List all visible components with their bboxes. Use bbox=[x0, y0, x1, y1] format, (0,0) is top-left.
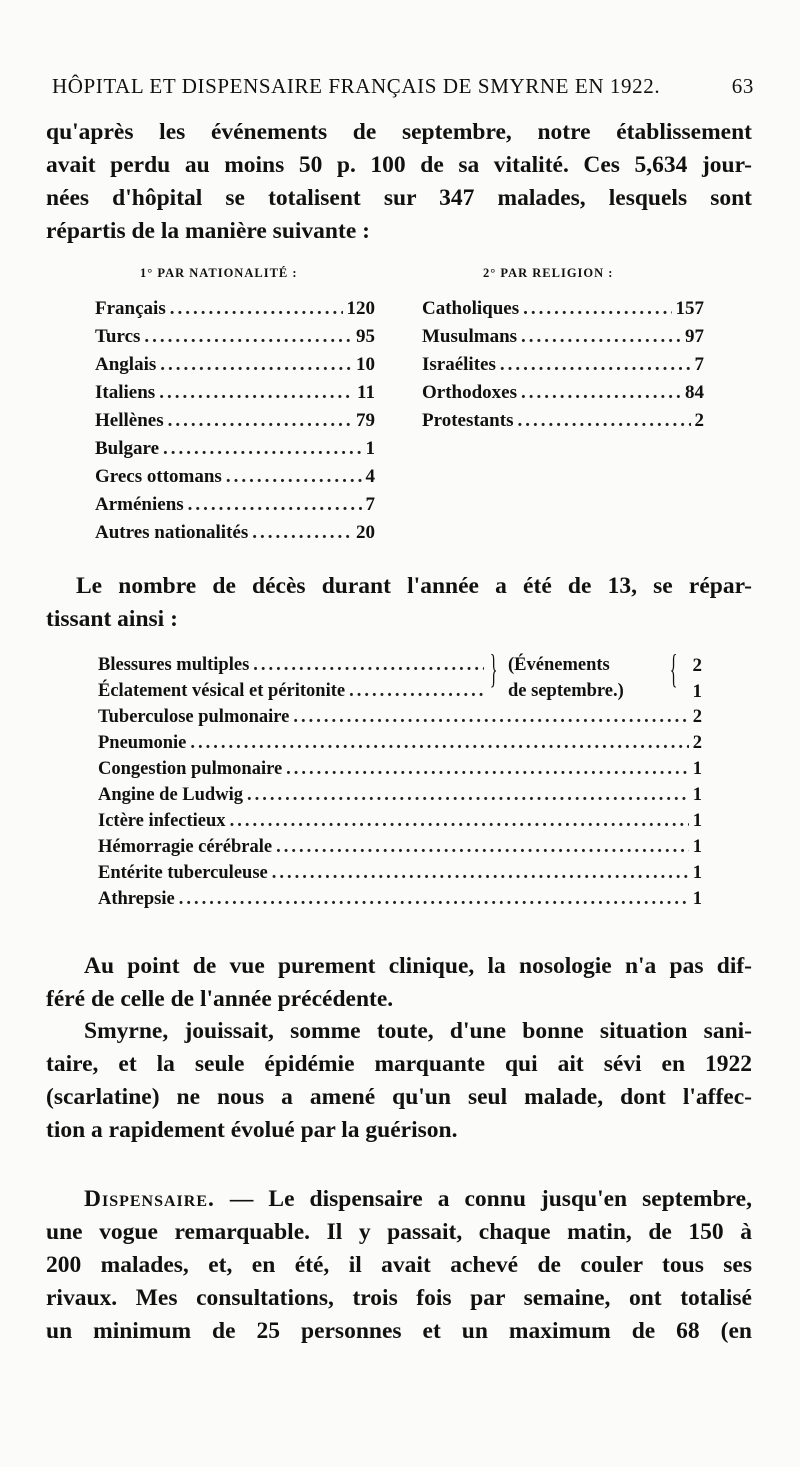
text-line: 200 malades, et, en été, il avait achevé de couler tous ses bbox=[46, 1252, 752, 1278]
nationality-heading: 1° PAR NATIONALITÉ : bbox=[140, 266, 298, 280]
bracket-note-line: (Événements bbox=[508, 655, 610, 675]
page-number: 63 bbox=[731, 74, 754, 98]
row-label: Grecs ottomans bbox=[95, 466, 222, 487]
row-value: 97 bbox=[685, 326, 704, 347]
row-value: 10 bbox=[356, 354, 375, 375]
row-label: Pneumonie bbox=[98, 733, 187, 753]
row-value: 4 bbox=[365, 466, 375, 487]
row-value: 79 bbox=[356, 410, 375, 431]
row-label: Blessures multiples bbox=[98, 655, 250, 675]
row-value: 1 bbox=[692, 785, 702, 805]
right-brace: { bbox=[669, 646, 678, 691]
row-label: Éclatement vésical et péritonite bbox=[98, 681, 346, 701]
table-row bbox=[422, 354, 704, 376]
row-label: Anglais bbox=[95, 354, 157, 375]
row-label: Angine de Ludwig bbox=[98, 785, 243, 805]
row-label: Autres nationalités bbox=[95, 522, 249, 543]
clinical-paragraph bbox=[46, 950, 752, 1016]
row-label: Français bbox=[95, 298, 166, 319]
text-line: un minimum de 25 personnes et un maximum de 68 (en bbox=[46, 1318, 752, 1344]
table-row bbox=[422, 410, 704, 432]
text-line: féré de celle de l'année précédente. bbox=[46, 986, 394, 1012]
table-row bbox=[95, 438, 375, 460]
text-line: taire, et la seule épidémie marquante qui ait sévi en 1922 bbox=[46, 1051, 752, 1077]
table-row bbox=[98, 655, 488, 676]
table-row bbox=[98, 707, 702, 728]
row-value: 1 bbox=[692, 863, 702, 883]
row-value: 1 bbox=[692, 811, 702, 831]
row-label: Israélites bbox=[422, 354, 496, 375]
text-line: (scarlatine) ne nous a amené qu'un seul malade, dont l'affec- bbox=[46, 1084, 752, 1110]
row-label: Bulgare bbox=[95, 438, 160, 459]
header-title: HÔPITAL ET DISPENSAIRE FRANÇAIS DE SMYRNE EN 1922. bbox=[52, 74, 661, 98]
text-segment: — Le dispensaire a connu jusqu'en septembre, bbox=[214, 1186, 752, 1212]
table-row bbox=[98, 785, 702, 806]
row-value: 2 bbox=[692, 655, 702, 676]
row-value: 11 bbox=[357, 382, 375, 403]
text-line: avait perdu au moins 50 p. 100 de sa vitalité. Ces 5,634 jour- bbox=[46, 152, 752, 178]
table-row bbox=[95, 466, 375, 488]
row-label: Congestion pulmonaire bbox=[98, 759, 283, 779]
table-row bbox=[98, 681, 488, 702]
row-value: 120 bbox=[346, 298, 375, 319]
text-line: tion a rapidement évolué par la guérison. bbox=[46, 1117, 458, 1143]
row-value: 84 bbox=[685, 382, 704, 403]
table-row bbox=[98, 759, 702, 780]
table-row bbox=[95, 354, 375, 376]
text-line bbox=[46, 1183, 752, 1216]
text-line: répartis de la manière suivante : bbox=[46, 218, 370, 244]
row-label: Tuberculose pulmonaire bbox=[98, 707, 290, 727]
religion-heading: 2° PAR RELIGION : bbox=[483, 266, 614, 280]
smyrne-paragraph bbox=[46, 1015, 752, 1147]
row-value: 20 bbox=[356, 522, 375, 543]
text-line: Smyrne, jouissait, somme toute, d'une bonne situation sani- bbox=[84, 1018, 752, 1044]
left-brace: } bbox=[489, 646, 498, 691]
table-row bbox=[95, 494, 375, 516]
text-line: Le nombre de décès durant l'année a été de 13, se répar- bbox=[76, 573, 752, 599]
row-value: 2 bbox=[694, 410, 704, 431]
row-label: Italiens bbox=[95, 382, 156, 403]
text-line: nées d'hôpital se totalisent sur 347 malades, lesquels sont bbox=[46, 185, 752, 211]
row-label: Hémorragie cérébrale bbox=[98, 837, 273, 857]
row-value: 1 bbox=[365, 438, 375, 459]
row-label: Musulmans bbox=[422, 326, 518, 347]
row-value: 157 bbox=[675, 298, 704, 319]
table-row bbox=[98, 863, 702, 884]
row-label: Arméniens bbox=[95, 494, 184, 515]
row-label: Turcs bbox=[95, 326, 141, 347]
row-label: Hellènes bbox=[95, 410, 164, 431]
row-value: 7 bbox=[694, 354, 704, 375]
table-row bbox=[98, 837, 702, 858]
table-row bbox=[95, 382, 375, 404]
table-row bbox=[95, 326, 375, 348]
row-value: 1 bbox=[692, 837, 702, 857]
table-row bbox=[95, 522, 375, 544]
table-row bbox=[98, 811, 702, 832]
text-line: rivaux. Mes consultations, trois fois par semaine, ont totalisé bbox=[46, 1285, 752, 1311]
row-value: 95 bbox=[356, 326, 375, 347]
row-value: 1 bbox=[692, 889, 702, 909]
table-row bbox=[422, 326, 704, 348]
table-row bbox=[422, 382, 704, 404]
bracket-note-line: de septembre.) bbox=[508, 681, 624, 701]
table-row bbox=[95, 298, 375, 320]
dispensaire-paragraph bbox=[46, 1183, 752, 1348]
row-value: 2 bbox=[692, 733, 702, 753]
section-lead: Dispensaire. bbox=[84, 1186, 215, 1212]
table-row bbox=[98, 733, 702, 754]
row-label: Protestants bbox=[422, 410, 514, 431]
running-header bbox=[52, 74, 754, 99]
row-value: 1 bbox=[692, 681, 702, 702]
text-line: une vogue remarquable. Il y passait, chaque matin, de 150 à bbox=[46, 1219, 752, 1245]
row-label: Catholiques bbox=[422, 298, 520, 319]
row-value: 7 bbox=[365, 494, 375, 515]
deaths-intro-paragraph bbox=[46, 570, 752, 636]
table-row bbox=[422, 298, 704, 320]
row-label: Entérite tuberculeuse bbox=[98, 863, 268, 883]
text-line: qu'après les événements de septembre, notre établissement bbox=[46, 119, 752, 145]
text-line: tissant ainsi : bbox=[46, 606, 178, 632]
row-label: Ictère infectieux bbox=[98, 811, 226, 831]
intro-paragraph bbox=[46, 116, 752, 248]
row-label: Athrepsie bbox=[98, 889, 175, 909]
table-row bbox=[95, 410, 375, 432]
row-label: Orthodoxes bbox=[422, 382, 517, 403]
row-value: 1 bbox=[692, 759, 702, 779]
table-row bbox=[98, 889, 702, 910]
row-value: 2 bbox=[692, 707, 702, 727]
text-line: Au point de vue purement clinique, la nosologie n'a pas dif- bbox=[84, 953, 752, 979]
